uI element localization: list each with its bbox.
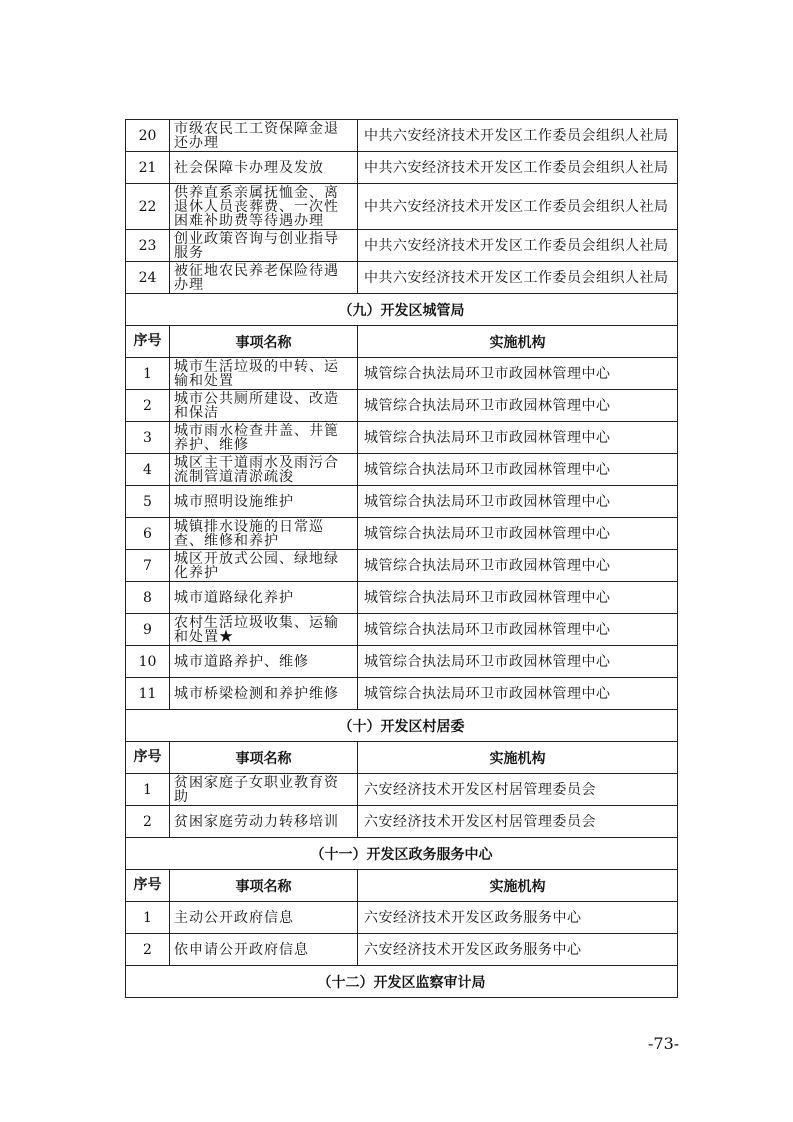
- section-title: （九）开发区城管局: [126, 294, 678, 326]
- item-name: 主动公开政府信息: [170, 902, 358, 934]
- table-row: [126, 518, 678, 550]
- item-name: 农村生活垃圾收集、运输和处置★: [170, 614, 358, 646]
- implementing-org: 城管综合执法局环卫市政园林管理中心: [358, 678, 678, 710]
- table-row: [126, 454, 678, 486]
- section-title: （十一）开发区政务服务中心: [126, 838, 678, 870]
- item-name: 城市桥梁检测和养护维修: [170, 678, 358, 710]
- column-header-row: [126, 870, 678, 902]
- section-title-row: [126, 710, 678, 742]
- item-name: 城市雨水检查井盖、井篦养护、维修: [170, 422, 358, 454]
- header-no: 序号: [126, 326, 170, 358]
- section-title-row: [126, 294, 678, 326]
- table-row: [126, 230, 678, 262]
- row-number: 21: [126, 152, 170, 184]
- row-number: 9: [126, 614, 170, 646]
- item-name: 创业政策咨询与创业指导服务: [170, 230, 358, 262]
- item-name: 城市道路绿化养护: [170, 582, 358, 614]
- item-name: 城镇排水设施的日常巡查、维修和养护: [170, 518, 358, 550]
- header-item: 事项名称: [170, 326, 358, 358]
- row-number: 23: [126, 230, 170, 262]
- item-name: 依申请公开政府信息: [170, 934, 358, 966]
- row-number: 1: [126, 358, 170, 390]
- implementing-org: 城管综合执法局环卫市政园林管理中心: [358, 646, 678, 678]
- row-number: 20: [126, 120, 170, 152]
- table-row: [126, 120, 678, 152]
- services-table: [125, 119, 678, 998]
- implementing-org: 六安经济技术开发区政务服务中心: [358, 934, 678, 966]
- implementing-org: 城管综合执法局环卫市政园林管理中心: [358, 518, 678, 550]
- implementing-org: 城管综合执法局环卫市政园林管理中心: [358, 390, 678, 422]
- header-no: 序号: [126, 742, 170, 774]
- header-item: 事项名称: [170, 870, 358, 902]
- header-item: 事项名称: [170, 742, 358, 774]
- section-title-row: [126, 966, 678, 998]
- row-number: 6: [126, 518, 170, 550]
- row-number: 3: [126, 422, 170, 454]
- implementing-org: 城管综合执法局环卫市政园林管理中心: [358, 614, 678, 646]
- header-org: 实施机构: [358, 870, 678, 902]
- item-name: 市级农民工工资保障金退还办理: [170, 120, 358, 152]
- header-org: 实施机构: [358, 742, 678, 774]
- row-number: 4: [126, 454, 170, 486]
- row-number: 2: [126, 390, 170, 422]
- item-name: 城市公共厕所建设、改造和保洁: [170, 390, 358, 422]
- row-number: 1: [126, 774, 170, 806]
- implementing-org: 城管综合执法局环卫市政园林管理中心: [358, 358, 678, 390]
- row-number: 10: [126, 646, 170, 678]
- table-row: [126, 806, 678, 838]
- header-org: 实施机构: [358, 326, 678, 358]
- table-row: [126, 582, 678, 614]
- item-name: 城区主干道雨水及雨污合流制管道清淤疏浚: [170, 454, 358, 486]
- row-number: 11: [126, 678, 170, 710]
- table-row: [126, 486, 678, 518]
- section-title: （十）开发区村居委: [126, 710, 678, 742]
- implementing-org: 城管综合执法局环卫市政园林管理中心: [358, 422, 678, 454]
- table-row: [126, 262, 678, 294]
- row-number: 7: [126, 550, 170, 582]
- implementing-org: 六安经济技术开发区村居管理委员会: [358, 774, 678, 806]
- table-row: [126, 390, 678, 422]
- implementing-org: 中共六安经济技术开发区工作委员会组织人社局: [358, 262, 678, 294]
- row-number: 1: [126, 902, 170, 934]
- implementing-org: 六安经济技术开发区政务服务中心: [358, 902, 678, 934]
- section-title: （十二）开发区监察审计局: [126, 966, 678, 998]
- page-number: -73-: [648, 1034, 680, 1053]
- column-header-row: [126, 742, 678, 774]
- implementing-org: 城管综合执法局环卫市政园林管理中心: [358, 454, 678, 486]
- item-name: 城区开放式公园、绿地绿化养护: [170, 550, 358, 582]
- table-row: [126, 902, 678, 934]
- item-name: 城市生活垃圾的中转、运输和处置: [170, 358, 358, 390]
- item-name: 城市照明设施维护: [170, 486, 358, 518]
- implementing-org: 城管综合执法局环卫市政园林管理中心: [358, 550, 678, 582]
- table-row: [126, 152, 678, 184]
- table-row: [126, 358, 678, 390]
- table-row: [126, 774, 678, 806]
- table-row: [126, 422, 678, 454]
- row-number: 2: [126, 934, 170, 966]
- item-name: 贫困家庭劳动力转移培训: [170, 806, 358, 838]
- row-number: 2: [126, 806, 170, 838]
- row-number: 8: [126, 582, 170, 614]
- implementing-org: 中共六安经济技术开发区工作委员会组织人社局: [358, 184, 678, 230]
- table-row: [126, 646, 678, 678]
- implementing-org: 中共六安经济技术开发区工作委员会组织人社局: [358, 152, 678, 184]
- table-row: [126, 614, 678, 646]
- item-name: 被征地农民养老保险待遇办理: [170, 262, 358, 294]
- table-row: [126, 934, 678, 966]
- implementing-org: 中共六安经济技术开发区工作委员会组织人社局: [358, 120, 678, 152]
- row-number: 24: [126, 262, 170, 294]
- item-name: 供养直系亲属抚恤金、离退休人员丧葬费、一次性困难补助费等待遇办理: [170, 184, 358, 230]
- implementing-org: 中共六安经济技术开发区工作委员会组织人社局: [358, 230, 678, 262]
- table-row: [126, 678, 678, 710]
- header-no: 序号: [126, 870, 170, 902]
- implementing-org: 城管综合执法局环卫市政园林管理中心: [358, 582, 678, 614]
- item-name: 城市道路养护、维修: [170, 646, 358, 678]
- item-name: 社会保障卡办理及发放: [170, 152, 358, 184]
- column-header-row: [126, 326, 678, 358]
- implementing-org: 城管综合执法局环卫市政园林管理中心: [358, 486, 678, 518]
- row-number: 5: [126, 486, 170, 518]
- table-row: [126, 550, 678, 582]
- implementing-org: 六安经济技术开发区村居管理委员会: [358, 806, 678, 838]
- row-number: 22: [126, 184, 170, 230]
- item-name: 贫困家庭子女职业教育资助: [170, 774, 358, 806]
- section-title-row: [126, 838, 678, 870]
- table-row: [126, 184, 678, 230]
